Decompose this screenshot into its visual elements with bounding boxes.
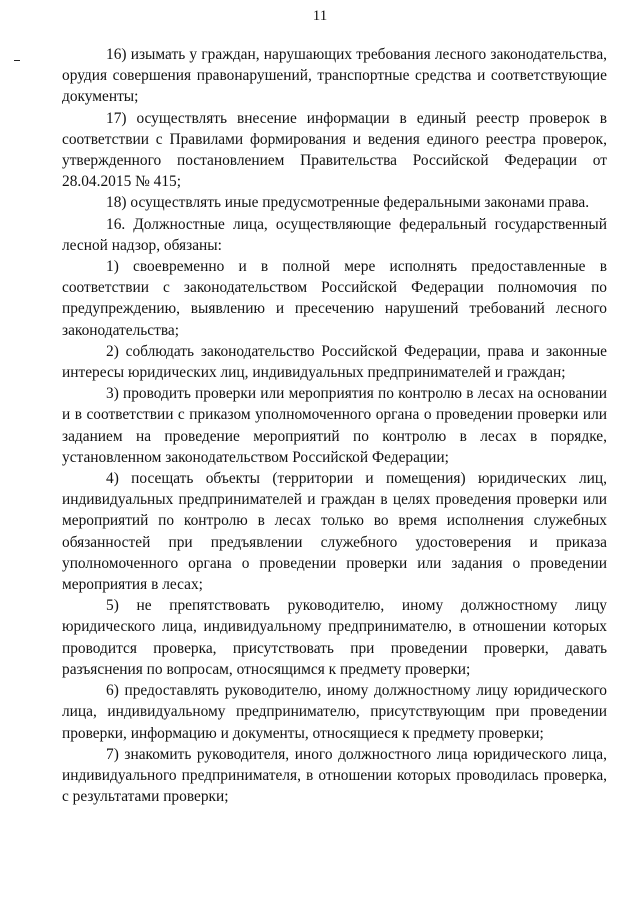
paragraph-duty-4: 4) посещать объекты (территории и помещения) юридических лиц, индивидуальных предпринимателей и граждан в целях проведения проверки или мероприятий по контролю в лесах только во время исполнения служебных обязанностей при предъявлении служебного удостоверения и приказа уполномоченного органа о проведении проверки или задания о проведении мероприятия в лесах; xyxy=(62,470,607,594)
paragraph-duty-2: 2) соблюдать законодательство Российской Федерации, права и законные интересы юридических лиц, индивидуальных предпринимателей и граждан; xyxy=(62,342,607,382)
paragraph-duty-5: 5) не препятствовать руководителю, иному должностному лицу юридического лица, индивидуальному предпринимателю, в отношении которых проводится проверка, присутствовать при проведении проверки, давать разъяснения по вопросам, относящимся к предмету проверки; xyxy=(62,597,607,678)
paragraph-section-16-duties: 16. Должностные лица, осуществляющие федеральный государственный лесной надзор, обязаны: xyxy=(62,215,607,254)
paragraph-duty-7: 7) знакомить руководителя, иного должностного лица юридического лица, индивидуального предпринимателя, в отношении которых проводилась проверка, с результатами проверки; xyxy=(62,745,607,806)
paragraph-right-16-seize: 16) изымать у граждан, нарушающих требования лесного законодательства, орудия совершения правонарушений, транспортные средства и соответствующие документы; xyxy=(62,46,607,106)
document-body xyxy=(62,44,607,807)
paragraph-right-18-other: 18) осуществлять иные предусмотренные федеральными законами права. xyxy=(106,194,590,212)
paragraph-duty-1: 1) своевременно и в полной мере исполнять предоставленные в соответствии с законодательством Российской Федерации полномочия по предупреждению, выявлению и пресечению нарушений требований лесного законодательства; xyxy=(62,258,607,339)
paragraph-right-17-registry: 17) осуществлять внесение информации в единый реестр проверок в соответствии с Правилами формирования и ведения единого реестра проверок, утвержденного постановлением Правительства Российской Федерации от 28.04.2015 № 415; xyxy=(62,109,607,191)
paragraph-duty-6: 6) предоставлять руководителю, иному должностному лицу юридического лица, индивидуальному предпринимателю, присутствующим при проведении проверки, информацию и документы, относящиеся к предмету проверки; xyxy=(62,682,607,742)
margin-mark xyxy=(14,60,20,61)
paragraph-duty-3: 3) проводить проверки или мероприятия по контролю в лесах на основании и в соответствии с приказом уполномоченного органа о проведении проверки или заданием на проведение мероприятий по контролю в лесах в порядке, установленном законодательством Российской Федерации; xyxy=(62,385,607,466)
page-number: 11 xyxy=(312,8,328,24)
